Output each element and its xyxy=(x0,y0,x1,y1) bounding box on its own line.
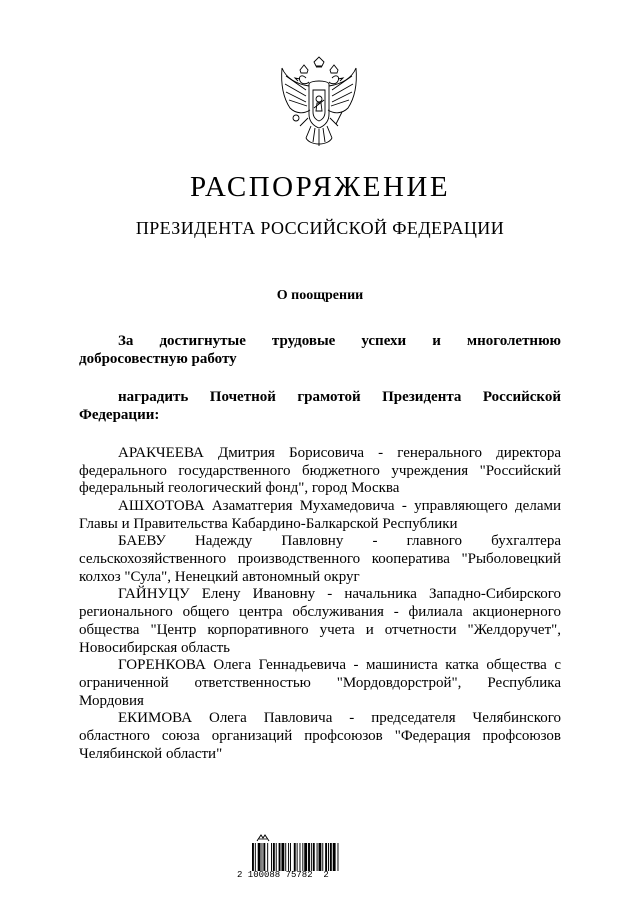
barcode-bar xyxy=(338,843,339,871)
barcode-bar xyxy=(328,843,329,871)
barcode-bar xyxy=(325,843,327,871)
barcode-bar xyxy=(330,843,332,871)
barcode-bar xyxy=(304,843,307,871)
barcode-bar xyxy=(290,843,291,871)
document-title: РАСПОРЯЖЕНИЕ xyxy=(189,171,451,203)
barcode-bar xyxy=(319,843,322,871)
barcode-bar xyxy=(311,843,312,871)
document-heading: О поощрении xyxy=(276,288,364,303)
barcode-bar xyxy=(317,843,318,871)
barcode-bar xyxy=(271,843,272,871)
barcode-bar xyxy=(333,843,336,871)
barcode-bar xyxy=(302,843,303,871)
barcode-bar xyxy=(258,843,261,871)
awardee-item: АШХОТОВА Азаматгерия Мухамедовича - управляющего делами Главы и Правительства Кабардино-Балкарской Республики xyxy=(79,497,561,532)
barcode-bar xyxy=(285,843,286,871)
barcode-bar xyxy=(252,843,254,871)
barcode-number: 2 100088 75782 2 xyxy=(237,870,329,880)
document-body xyxy=(79,333,561,763)
barcode-bar xyxy=(288,843,289,871)
barcode-bar xyxy=(267,843,268,871)
barcode-bar xyxy=(322,843,323,871)
awardee-item: ГАЙНУЦУ Елену Ивановну - начальника Западно-Сибирского регионального общего центра обслуживания - филиала акционерного общества "Центр корпоративного учета и отчетности "Желдоручет", Новосибирская область xyxy=(79,586,561,656)
reward-paragraph: наградить Почетной грамотой Президента Российской Федерации: xyxy=(79,388,561,423)
document-subtitle: ПРЕЗИДЕНТА РОССИЙСКОЙ ФЕДЕРАЦИИ xyxy=(135,218,505,238)
barcode-bar xyxy=(308,843,310,871)
barcode-bar xyxy=(273,843,275,871)
barcode-bar xyxy=(279,843,281,871)
awardee-list xyxy=(79,445,561,764)
awardee-item: АРАКЧЕЕВА Дмитрия Борисовича - генерального директора федерального государственного бюджетного учреждения "Российский федеральный геологический фонд", город Москва xyxy=(79,444,561,497)
barcode-bar xyxy=(313,843,315,871)
preamble-paragraph: За достигнутые трудовые успехи и многолетнюю добросовестную работу xyxy=(79,333,561,367)
awardee-item: ГОРЕНКОВА Олега Геннадьевича - машиниста катка общества с ограниченной ответственностью "Мордовдорстрой", Республика Мордовия xyxy=(79,657,561,709)
barcode-bars-icon xyxy=(248,843,378,871)
barcode-bar xyxy=(281,843,284,871)
barcode-bar xyxy=(300,843,301,871)
awardee-item: ЕКИМОВА Олега Павловича - председателя Челябинского областного союза организаций профсоюзов "Федерация профсоюзов Челябинской области" xyxy=(79,710,561,762)
coat-of-arms-icon xyxy=(276,56,362,152)
barcode-bar xyxy=(263,843,265,871)
awardee-item: БАЕВУ Надежду Павловну - главного бухгалтера сельскохозяйственного производственного кооператива "Рыболовецкий колхоз "Сула", Ненецкий автономный округ xyxy=(79,533,561,585)
barcode-bar xyxy=(276,843,277,871)
barcode-bar xyxy=(297,843,298,871)
barcode-bar xyxy=(255,843,256,871)
barcode-bar xyxy=(262,843,263,871)
barcode-bar xyxy=(294,843,296,871)
